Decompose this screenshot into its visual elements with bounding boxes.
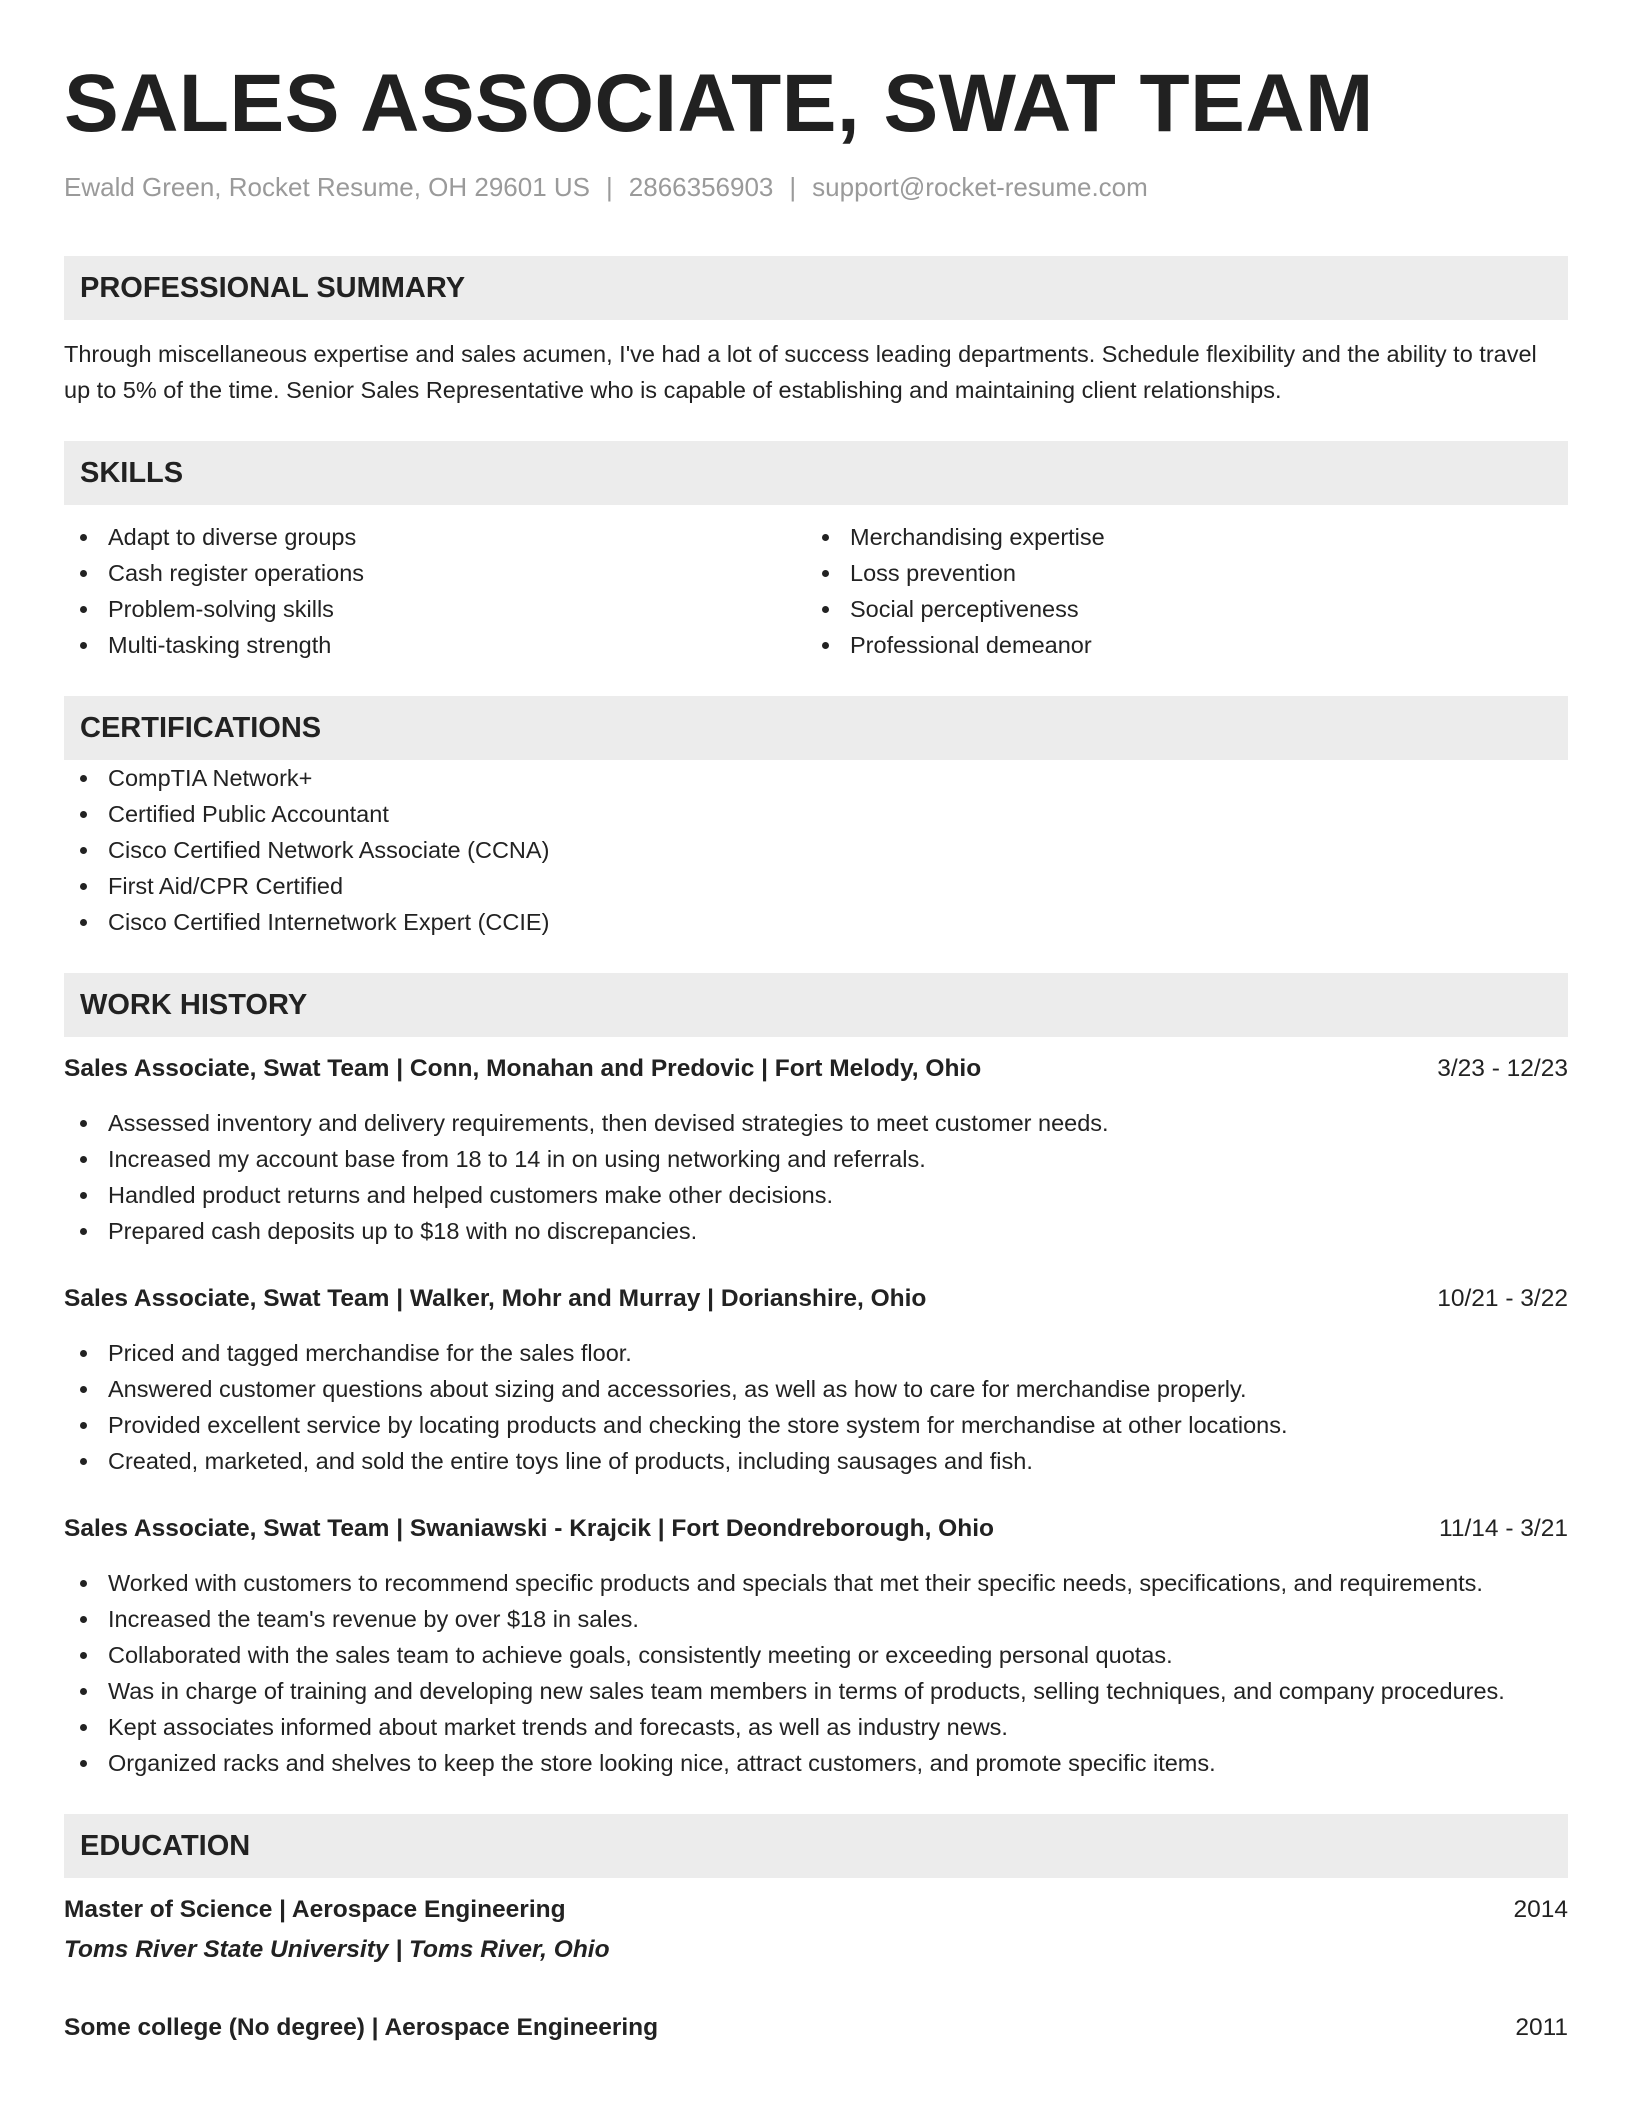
education-entry <box>64 1892 1568 1968</box>
job-header <box>64 1281 1568 1317</box>
skills-grid <box>64 519 1568 663</box>
job-dates: 11/14 - 3/21 <box>1439 1515 1568 1542</box>
list-item: CompTIA Network+ <box>64 760 1568 796</box>
job-header <box>64 1511 1568 1547</box>
job-entry <box>64 1511 1568 1781</box>
education-degree: Some college (No degree) | Aerospace Engineering <box>64 2014 659 2041</box>
education-year: 2014 <box>1513 1896 1568 1923</box>
contact-email[interactable]: support@rocket-resume.com <box>812 172 1148 202</box>
education-year: 2011 <box>1515 2014 1568 2041</box>
education-header <box>64 2010 1568 2046</box>
list-item: Priced and tagged merchandise for the sales floor. <box>64 1335 1568 1371</box>
list-item: Professional demeanor <box>806 627 1568 663</box>
job-entry <box>64 1051 1568 1249</box>
list-item: Created, marketed, and sold the entire toys line of products, including sausages and fish. <box>64 1443 1568 1479</box>
job-title: Sales Associate, Swat Team | Swaniawski - Krajcik | Fort Deondreborough, Ohio <box>64 1515 994 1542</box>
summary-text: Through miscellaneous expertise and sales acumen, I've had a lot of success leading departments. Schedule flexibility and the ability to travel up to 5% of the time. Senior Sales Representative who is capable of establishing and maintaining client relationships. <box>64 341 1537 403</box>
list-item: Organized racks and shelves to keep the store looking nice, attract customers, and promote specific items. <box>64 1745 1568 1781</box>
list-item: Kept associates informed about market trends and forecasts, as well as industry news. <box>64 1709 1568 1745</box>
education-header <box>64 1892 1568 1928</box>
section-heading-certifications: CERTIFICATIONS <box>64 696 1568 760</box>
skills-list-left <box>64 519 806 663</box>
job-title: Sales Associate, Swat Team | Conn, Monahan and Predovic | Fort Melody, Ohio <box>64 1055 982 1082</box>
list-item: Problem-solving skills <box>64 591 806 627</box>
job-bullets <box>64 1335 1568 1479</box>
job-title: Sales Associate, Swat Team | Walker, Mohr and Murray | Dorianshire, Ohio <box>64 1285 927 1312</box>
contact-phone[interactable]: 2866356903 <box>628 172 774 202</box>
list-item: Adapt to diverse groups <box>64 519 806 555</box>
list-item: Increased my account base from 18 to 14 in on using networking and referrals. <box>64 1141 1568 1177</box>
certifications-list <box>64 760 1568 940</box>
job-dates: 10/21 - 3/22 <box>1437 1285 1568 1312</box>
list-item: Cisco Certified Internetwork Expert (CCIE) <box>64 904 1568 940</box>
list-item: Collaborated with the sales team to achieve goals, consistently meeting or exceeding personal quotas. <box>64 1637 1568 1673</box>
list-item: Cash register operations <box>64 555 806 591</box>
list-item: Answered customer questions about sizing and accessories, as well as how to care for merchandise properly. <box>64 1371 1568 1407</box>
list-item: Cisco Certified Network Associate (CCNA) <box>64 832 1568 868</box>
list-item: Social perceptiveness <box>806 591 1568 627</box>
list-item: Provided excellent service by locating products and checking the store system for merchandise at other locations. <box>64 1407 1568 1443</box>
section-heading-summary: PROFESSIONAL SUMMARY <box>64 256 1568 320</box>
contact-separator: | <box>606 172 613 202</box>
list-item: Was in charge of training and developing new sales team members in terms of products, selling techniques, and company procedures. <box>64 1673 1568 1709</box>
job-bullets <box>64 1565 1568 1781</box>
list-item: Worked with customers to recommend specific products and specials that met their specific needs, specifications, and requirements. <box>64 1565 1568 1601</box>
job-dates: 3/23 - 12/23 <box>1437 1055 1568 1082</box>
job-bullets <box>64 1105 1568 1249</box>
section-heading-work-history: WORK HISTORY <box>64 973 1568 1037</box>
job-entry <box>64 1281 1568 1479</box>
list-item: Merchandising expertise <box>806 519 1568 555</box>
education-degree: Master of Science | Aerospace Engineering <box>64 1896 566 1923</box>
education-school: Toms River State University | Toms River, Ohio <box>64 1936 610 1963</box>
list-item: Handled product returns and helped customers make other decisions. <box>64 1177 1568 1213</box>
contact-line <box>64 170 1568 204</box>
list-item: Certified Public Accountant <box>64 796 1568 832</box>
list-item: First Aid/CPR Certified <box>64 868 1568 904</box>
contact-address: Ewald Green, Rocket Resume, OH 29601 US <box>64 172 591 202</box>
education-entry <box>64 2010 1568 2046</box>
skills-list-right <box>806 519 1568 663</box>
contact-separator: | <box>789 172 797 202</box>
list-item: Increased the team's revenue by over $18 in sales. <box>64 1601 1568 1637</box>
job-header <box>64 1051 1568 1087</box>
list-item: Assessed inventory and delivery requirements, then devised strategies to meet customer needs. <box>64 1105 1568 1141</box>
list-item: Multi-tasking strength <box>64 627 806 663</box>
section-heading-education: EDUCATION <box>64 1814 1568 1878</box>
section-heading-skills: SKILLS <box>64 441 1568 505</box>
page-title: SALES ASSOCIATE, SWAT TEAM <box>64 58 1374 149</box>
list-item: Prepared cash deposits up to $18 with no discrepancies. <box>64 1213 1568 1249</box>
list-item: Loss prevention <box>806 555 1568 591</box>
